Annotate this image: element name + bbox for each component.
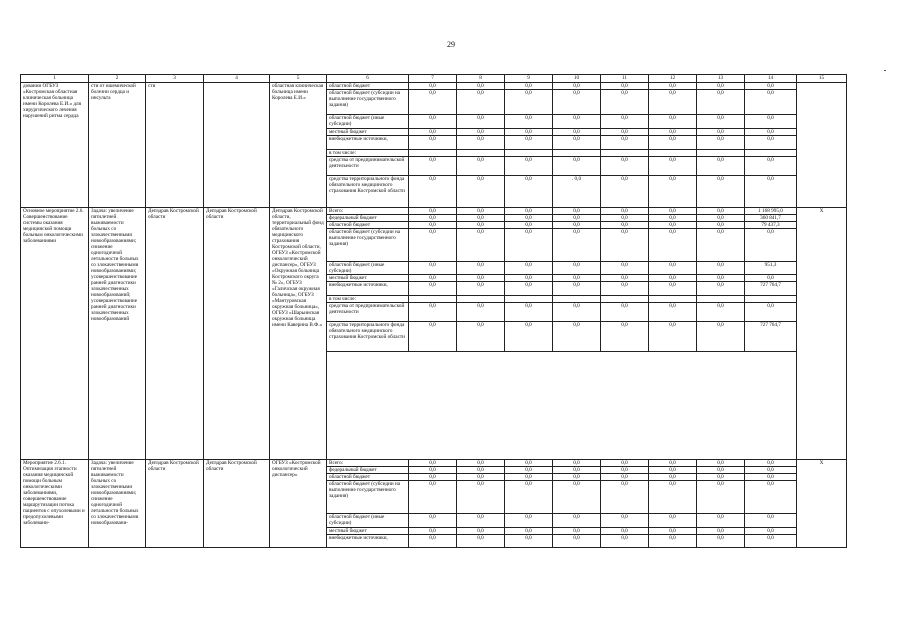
amount-cell: 0,0 [457, 481, 505, 514]
amount-cell: 360 841,7 [745, 215, 797, 222]
amount-cell: 0,0 [457, 528, 505, 535]
amount-cell: 0,0 [457, 90, 505, 115]
funding-source: в том числе: [327, 296, 409, 303]
amount-cell: 0,0 [745, 474, 797, 481]
page-number: 29 [447, 40, 455, 49]
amount-cell: 0,0 [649, 136, 697, 150]
amount-cell: 0,0 [601, 215, 649, 222]
funding-source: внебюджетные источники, [327, 535, 409, 548]
amount-cell: 0,0 [505, 229, 553, 262]
amount-cell: 0,0 [457, 136, 505, 150]
funding-source: местный бюджет [327, 129, 409, 136]
funding-source: областной бюджет (субсидии на выполнение государственного задания) [327, 481, 409, 514]
amount-cell: 0,0 [409, 528, 457, 535]
table-row [21, 83, 847, 90]
amount-cell: 0,0 [697, 460, 745, 467]
amount-cell: 0,0 [457, 83, 505, 90]
amount-cell [553, 296, 601, 303]
block1-col5-cell: областная клиническая больница имени Королева Е.И.» [270, 83, 327, 208]
amount-cell: 0,0 [601, 528, 649, 535]
block3-col4-cell: Депздрав Костромской области [204, 460, 270, 548]
amount-cell: 0,0 [649, 481, 697, 514]
block3-col1-cell: Мероприятие 2.6.1. Оптимизация этапности оказания медицинской помощи больным онкологическими заболеваниями, совершенствование маршрутизации потока пациентов с опухолевыми и предопухолевыми заболевани- [21, 460, 89, 548]
amount-cell: 0,0 [601, 262, 649, 275]
amount-cell: 0,0 [601, 467, 649, 474]
amount-cell: 0,0 [697, 303, 745, 322]
block2-col2-cell: Задача: увеличение пятилетней выживаемости больных со злокачественными новообразованиями; снижение одногодичной летальности больных со злокачественными новообразованиями; усовершенствование ранней диагностики злокачественных новообразований; усовершенствование ранней диагностики злокачественных новообразований [89, 208, 146, 460]
amount-cell: 0,0 [409, 129, 457, 136]
funding-source: в том числе: [327, 150, 409, 157]
funding-source: Всего: [327, 208, 409, 215]
amount-cell: 0,0 [697, 115, 745, 129]
funding-source: местный бюджет [327, 528, 409, 535]
amount-cell: 0,0 [409, 115, 457, 129]
amount-cell [457, 296, 505, 303]
amount-cell: 0,0 [505, 282, 553, 296]
column-number: 1 [21, 75, 89, 83]
block3-col3-cell: Депздрав Костромской области [146, 460, 204, 548]
amount-cell: 0,0 [601, 282, 649, 296]
amount-cell: 0,0 [457, 460, 505, 467]
scan-speck [884, 70, 886, 71]
amount-cell: 0,0 [745, 535, 797, 548]
amount-cell: 0,0 [409, 157, 457, 176]
amount-cell: 0,0 [553, 460, 601, 467]
amount-cell: 0,0 [553, 208, 601, 215]
amount-cell: 0,0 [409, 282, 457, 296]
empty-cell [327, 352, 797, 460]
funding-source: внебюджетные источники, [327, 282, 409, 296]
amount-cell [649, 150, 697, 157]
amount-cell: 0,0 [553, 282, 601, 296]
funding-source: федеральный бюджет [327, 467, 409, 474]
amount-cell: 0,0 [457, 322, 505, 352]
amount-cell: 0,0 [409, 467, 457, 474]
amount-cell: 0,0 [601, 208, 649, 215]
funding-source: областной бюджет [327, 83, 409, 90]
amount-cell [697, 296, 745, 303]
amount-cell: 0,0 [697, 83, 745, 90]
column-number: 6 [327, 75, 409, 83]
block1-col2-cell: сти от ишемической болезни сердца и инсульта [89, 83, 146, 208]
block2-col1-cell: Основное мероприятие 2.6. Совершенствование системы оказания медицинской помощи больным онкологическими заболеваниями [21, 208, 89, 460]
amount-cell: 0,0 [409, 514, 457, 528]
amount-cell: 0,0 [649, 275, 697, 282]
amount-cell: 0,0 [409, 322, 457, 352]
amount-cell: 0,0 [409, 303, 457, 322]
block1-col1-cell: довании ОГБУЗ «Костромская областная клиническая больница имени Королева Е.И.» для хирургического лечения нарушений ритма сердца [21, 83, 89, 208]
funding-source: средства территориального фонда обязательного медицинского страхования Костромской области [327, 176, 409, 208]
amount-cell: 0,0 [457, 157, 505, 176]
amount-cell: 0,0 [409, 262, 457, 275]
amount-cell: 0,0 [457, 282, 505, 296]
amount-cell: 0,0 [553, 322, 601, 352]
amount-cell: 0,0 [505, 222, 553, 229]
amount-cell: 0,0 [601, 136, 649, 150]
column-number: 3 [146, 75, 204, 83]
amount-cell: 0,0 [649, 262, 697, 275]
amount-cell: 0,0 [505, 208, 553, 215]
funding-source: областной бюджет (иные субсидии) [327, 115, 409, 129]
amount-cell: 0,0 [697, 528, 745, 535]
funding-source: средства от предпринимательской деятельности [327, 157, 409, 176]
amount-cell: 0,0 [553, 90, 601, 115]
amount-cell: 0,0 [601, 115, 649, 129]
amount-cell: 0,0 [553, 222, 601, 229]
amount-cell: 0,0 [697, 467, 745, 474]
amount-cell: 0,0 [553, 535, 601, 548]
amount-cell: 0,0 [745, 481, 797, 514]
column-number: 10 [553, 75, 601, 83]
amount-cell: 0,0 [457, 229, 505, 262]
amount-cell [409, 150, 457, 157]
amount-cell: 0,0 [601, 322, 649, 352]
amount-cell: 0,0 [601, 222, 649, 229]
column-number: 8 [457, 75, 505, 83]
amount-cell: 0,0 [649, 115, 697, 129]
column-number: 15 [797, 75, 847, 83]
column-number-row [21, 75, 847, 83]
amount-cell: 0,0 [505, 322, 553, 352]
amount-cell: 0,0 [697, 129, 745, 136]
amount-cell: 0,0 [601, 474, 649, 481]
amount-cell: 0,0 [409, 460, 457, 467]
amount-cell: 0,0 [745, 129, 797, 136]
column-number: 7 [409, 75, 457, 83]
funding-source: Всего: [327, 460, 409, 467]
amount-cell: 0,0 [649, 474, 697, 481]
amount-cell: 0,0 [697, 215, 745, 222]
amount-cell: 0,0 [697, 535, 745, 548]
column-number: 12 [649, 75, 697, 83]
amount-cell: 0,0 [505, 262, 553, 275]
amount-cell [601, 150, 649, 157]
amount-cell: 0,0 [649, 83, 697, 90]
amount-cell: 0,0 [649, 215, 697, 222]
column-number: 4 [204, 75, 270, 83]
amount-cell: 0,0 [553, 262, 601, 275]
amount-cell: 0,0 [505, 514, 553, 528]
funding-source: федеральный бюджет [327, 215, 409, 222]
table-body [21, 83, 847, 548]
amount-cell: 0,0 [553, 115, 601, 129]
amount-cell: 0,0 [745, 83, 797, 90]
amount-cell: 0,0 [649, 208, 697, 215]
amount-cell: 0,0 [457, 262, 505, 275]
table-row [21, 460, 847, 467]
amount-cell: 0,0 [745, 176, 797, 208]
amount-cell: 0,0 [745, 467, 797, 474]
amount-cell: 0,0 [697, 262, 745, 275]
amount-cell [409, 296, 457, 303]
amount-cell: 0,0 [409, 208, 457, 215]
amount-cell: 0,0 [505, 275, 553, 282]
amount-cell: 0,0 [553, 136, 601, 150]
funding-source: средства от предпринимательской деятельности [327, 303, 409, 322]
amount-cell: 0,0 [649, 303, 697, 322]
amount-cell: 0,0 [697, 90, 745, 115]
amount-cell: 0,0 [457, 222, 505, 229]
amount-cell: 0,0 [601, 90, 649, 115]
amount-cell: 0,0 [697, 208, 745, 215]
amount-cell [553, 150, 601, 157]
amount-cell: 0,0 [601, 176, 649, 208]
funding-source: областной бюджет (субсидии на выполнение государственного задания) [327, 229, 409, 262]
amount-cell: 0,0 [505, 481, 553, 514]
column-number: 11 [601, 75, 649, 83]
amount-cell: 0,0 [553, 215, 601, 222]
amount-cell: 0,0 [409, 215, 457, 222]
amount-cell: 0,0 [553, 474, 601, 481]
amount-cell: 0,0 [553, 129, 601, 136]
block3-col5-cell: ОГБУЗ «Костромской онкологический диспансер» [270, 460, 327, 548]
amount-cell [697, 150, 745, 157]
amount-cell: 0,0 [601, 535, 649, 548]
amount-cell: 0,0 [649, 176, 697, 208]
amount-cell: 0,0 [745, 136, 797, 150]
funding-source: средства территориального фонда обязательного медицинского страхования Костромской области [327, 322, 409, 352]
amount-cell: 0,0 [697, 275, 745, 282]
amount-cell: 0,0 [745, 157, 797, 176]
amount-cell: 0,0 [553, 481, 601, 514]
amount-cell: 0,0 [697, 282, 745, 296]
amount-cell: 0,0 [601, 275, 649, 282]
amount-cell: 0,0 [457, 208, 505, 215]
amount-cell: 0,0 [505, 157, 553, 176]
amount-cell: 0,0 [745, 528, 797, 535]
amount-cell: 0,0 [409, 535, 457, 548]
column-number: 13 [697, 75, 745, 83]
amount-cell: 0,0 [409, 136, 457, 150]
amount-cell: 0,0 [457, 514, 505, 528]
amount-cell: 0,0 [505, 115, 553, 129]
amount-cell: 0,0 [505, 215, 553, 222]
amount-cell: 0,0 [409, 222, 457, 229]
amount-cell: 0,0 [457, 115, 505, 129]
amount-cell: 0,0 [457, 176, 505, 208]
block1-col3-cell: сти [146, 83, 204, 208]
amount-cell: 0,0 [457, 129, 505, 136]
amount-cell: . 0,0 [553, 176, 601, 208]
amount-cell: 0,0 [505, 460, 553, 467]
amount-cell: 0,0 [505, 535, 553, 548]
amount-cell: 0,0 [505, 136, 553, 150]
funding-source: областной бюджет (иные субсидии) [327, 262, 409, 275]
amount-cell: 0,0 [649, 229, 697, 262]
amount-cell: 727 764,7 [745, 322, 797, 352]
block3-col15-cell: X [797, 460, 847, 548]
amount-cell: 0,0 [505, 83, 553, 90]
amount-cell: 0,0 [457, 275, 505, 282]
block2-col3-cell: Депздрав Костромской области [146, 208, 204, 460]
amount-cell: 0,0 [553, 229, 601, 262]
funding-source: областной бюджет [327, 222, 409, 229]
amount-cell: 0,0 [457, 215, 505, 222]
amount-cell: 0,0 [649, 282, 697, 296]
amount-cell: 0,0 [505, 528, 553, 535]
amount-cell: 0,0 [505, 474, 553, 481]
amount-cell: 0,0 [505, 90, 553, 115]
funding-source: местный бюджет [327, 275, 409, 282]
amount-cell: 0,0 [697, 136, 745, 150]
amount-cell: 1 168 995,0 [745, 208, 797, 215]
amount-cell [505, 296, 553, 303]
amount-cell: 727 764,7 [745, 282, 797, 296]
amount-cell: 0,0 [601, 129, 649, 136]
block2-col4-cell: Депздрав Костромской области [204, 208, 270, 460]
amount-cell: 0,0 [409, 176, 457, 208]
column-number: 5 [270, 75, 327, 83]
amount-cell: 0,0 [649, 467, 697, 474]
block2-col5-cell: Депздрав Костромской области, территориальный фонд обязательного медицинского страхования Костромской области, ОГБУЗ «Костромской онкологический диспансер», ОГБУЗ «Окружная больница Костромского округа № 2», ОГБУЗ «Галичская окружная больница», ОГБУЗ «Мантуровская окружная больница», ОГБУЗ «Шарьинская окружная больница имени Каверина В.Ф.» [270, 208, 327, 460]
amount-cell: 0,0 [457, 535, 505, 548]
amount-cell: 951,3 [745, 262, 797, 275]
block3-col2-cell: Задача: увеличение пятилетней выживаемости больных со злокачественными новообразованиями; снижение одногодичной летальности больных со злокачественными новообразовани- [89, 460, 146, 548]
amount-cell: 0,0 [649, 528, 697, 535]
amount-cell: 0,0 [553, 514, 601, 528]
amount-cell: 0,0 [601, 303, 649, 322]
amount-cell: 0,0 [601, 157, 649, 176]
amount-cell: 0,0 [745, 90, 797, 115]
amount-cell: 0,0 [457, 303, 505, 322]
amount-cell [457, 150, 505, 157]
amount-cell: 0,0 [409, 474, 457, 481]
column-number: 14 [745, 75, 797, 83]
funding-source: областной бюджет [327, 474, 409, 481]
amount-cell: 0,0 [409, 275, 457, 282]
amount-cell: 0,0 [553, 467, 601, 474]
amount-cell: 0,0 [745, 115, 797, 129]
column-number: 9 [505, 75, 553, 83]
amount-cell: 0,0 [505, 303, 553, 322]
amount-cell: 0,0 [553, 528, 601, 535]
column-number: 2 [89, 75, 146, 83]
amount-cell: 0,0 [553, 157, 601, 176]
amount-cell: 0,0 [505, 129, 553, 136]
amount-cell: 0,0 [649, 129, 697, 136]
amount-cell: 0,0 [745, 460, 797, 467]
amount-cell: 0,0 [745, 303, 797, 322]
amount-cell: 0,0 [409, 83, 457, 90]
amount-cell [649, 296, 697, 303]
amount-cell: 0,0 [697, 157, 745, 176]
amount-cell: 0,0 [649, 322, 697, 352]
funding-source: внебюджетные источники, [327, 136, 409, 150]
amount-cell [601, 296, 649, 303]
amount-cell: 79 437,3 [745, 222, 797, 229]
amount-cell: 0,0 [649, 222, 697, 229]
amount-cell [745, 150, 797, 157]
amount-cell: 0,0 [601, 83, 649, 90]
amount-cell: 0,0 [601, 229, 649, 262]
amount-cell: 0,0 [697, 514, 745, 528]
amount-cell: 0,0 [553, 275, 601, 282]
amount-cell: 0,0 [601, 460, 649, 467]
amount-cell: 0,0 [697, 481, 745, 514]
amount-cell: 0,0 [457, 474, 505, 481]
amount-cell: 0,0 [505, 176, 553, 208]
amount-cell: 0,0 [553, 83, 601, 90]
table-row [21, 208, 847, 215]
amount-cell: 0,0 [697, 229, 745, 262]
amount-cell: 0,0 [697, 474, 745, 481]
amount-cell: 0,0 [601, 514, 649, 528]
amount-cell: 0,0 [745, 275, 797, 282]
amount-cell: 0,0 [505, 467, 553, 474]
amount-cell: 0,0 [649, 514, 697, 528]
amount-cell: 0,0 [409, 481, 457, 514]
amount-cell: 0,0 [697, 322, 745, 352]
amount-cell: 0,0 [553, 303, 601, 322]
amount-cell: 0,0 [649, 535, 697, 548]
amount-cell: 0,0 [745, 514, 797, 528]
funding-source: областной бюджет (иные субсидии) [327, 514, 409, 528]
amount-cell: 0,0 [649, 460, 697, 467]
block1-col15-cell [797, 83, 847, 208]
amount-cell: 0,0 [649, 157, 697, 176]
amount-cell: 0,0 [601, 481, 649, 514]
amount-cell: 0,0 [745, 229, 797, 262]
block1-col4-cell [204, 83, 270, 208]
amount-cell: 0,0 [409, 90, 457, 115]
amount-cell [505, 150, 553, 157]
block2-col15-cell: X [797, 208, 847, 460]
amount-cell [745, 296, 797, 303]
funding-source: областной бюджет (субсидии на выполнение государственного задания) [327, 90, 409, 115]
budget-table [20, 74, 847, 548]
amount-cell: 0,0 [697, 176, 745, 208]
amount-cell: 0,0 [409, 229, 457, 262]
amount-cell: 0,0 [697, 222, 745, 229]
amount-cell: 0,0 [457, 467, 505, 474]
amount-cell: 0,0 [649, 90, 697, 115]
